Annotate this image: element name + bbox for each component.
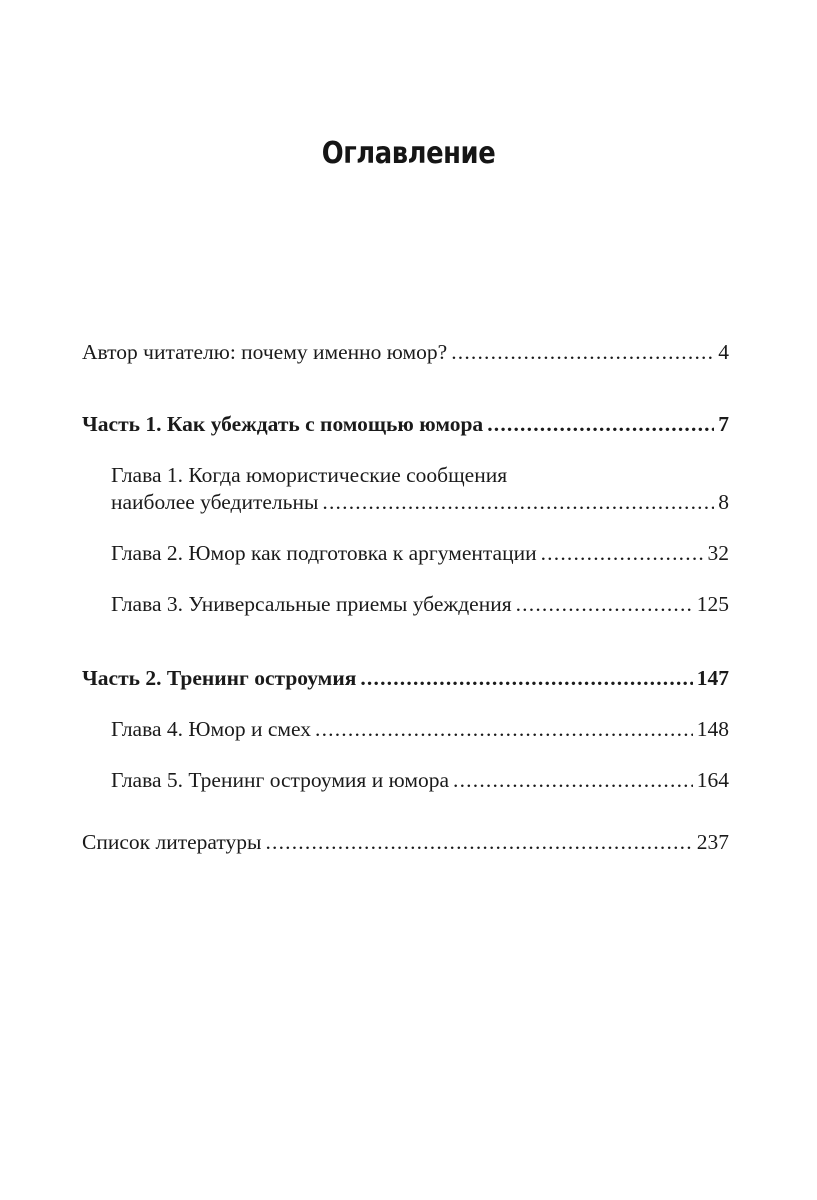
toc-entry-label: наиболее убедительны [111, 490, 319, 514]
toc-entry-label: Часть 1. Как убеждать с помощью юмора [82, 412, 484, 436]
toc-entry-chapter-3[interactable] [111, 591, 729, 618]
toc-entry-chapter-5[interactable] [111, 767, 729, 794]
toc-entry-chapter-2[interactable] [111, 540, 729, 567]
dot-leader [516, 591, 693, 618]
dot-leader [541, 540, 704, 567]
toc-page-number: 32 [707, 541, 729, 565]
toc-entry-label: Список литературы [82, 830, 262, 854]
toc-entry-intro[interactable] [82, 339, 729, 366]
toc-entry-label: Глава 5. Тренинг остроумия и юмора [111, 768, 450, 792]
dot-leader [487, 411, 714, 438]
toc-page-number: 125 [696, 592, 729, 616]
toc-entry-chapter-1-line-1[interactable]: Глава 1. Когда юмористические сообщения [111, 463, 508, 487]
toc-entry-part-1[interactable] [82, 411, 729, 438]
toc-page-number: 7 [718, 412, 729, 436]
dot-leader [451, 339, 714, 366]
toc-page-number: 8 [718, 490, 729, 514]
toc-page-number: 237 [696, 830, 729, 854]
dot-leader [315, 716, 693, 743]
toc-entry-chapter-1[interactable] [111, 489, 729, 516]
page-title: Оглавление [321, 136, 496, 171]
toc-entry-label: Глава 2. Юмор как подготовка к аргументации [111, 541, 537, 565]
toc-entry-chapter-4[interactable] [111, 716, 729, 743]
toc-page-number: 4 [718, 340, 729, 364]
toc-page-number: 164 [696, 768, 729, 792]
dot-leader [322, 489, 714, 516]
toc-entry-label: Глава 4. Юмор и смех [111, 717, 311, 741]
dot-leader [453, 767, 693, 794]
toc-entry-label: Часть 2. Тренинг остроумия [82, 666, 357, 690]
toc-entry-label: Автор читателю: почему именно юмор? [82, 340, 448, 364]
toc-entry-part-2[interactable] [82, 665, 729, 692]
toc-page-number: 147 [696, 666, 729, 690]
toc-entry-label: Глава 3. Универсальные приемы убеждения [111, 592, 512, 616]
toc-page-number: 148 [696, 717, 729, 741]
toc-entry-references[interactable] [82, 829, 729, 856]
dot-leader [265, 829, 692, 856]
dot-leader [360, 665, 692, 692]
